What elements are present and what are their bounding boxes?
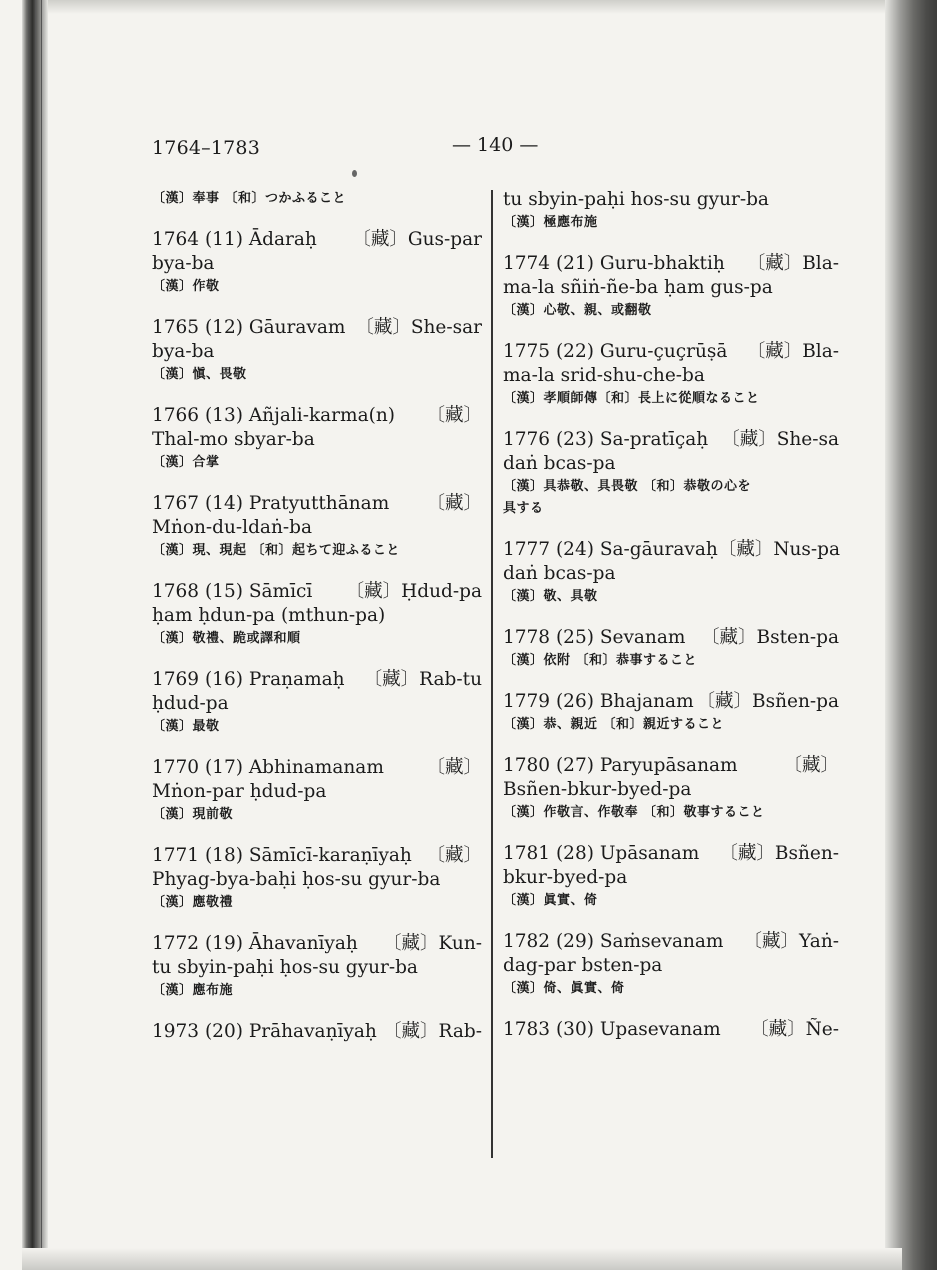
entry-spacer: [152, 826, 482, 844]
translation-line: 〔漢〕恭、親近 〔和〕親近すること: [503, 717, 725, 732]
entry-headword-line: [503, 930, 839, 954]
entry-continuation-line: tu sbyin-paḥi ḥos-su gyur-ba: [152, 957, 418, 978]
translation-line: 〔漢〕眞實、倚: [503, 893, 598, 908]
entry-spacer: [152, 650, 482, 668]
entry-sanskrit-term: 1768 (15) Sāmīcī: [152, 581, 313, 602]
entry-headword-line: [503, 538, 839, 562]
entry-tibetan-term: 〔藏〕: [783, 755, 839, 776]
entry-headword-line: [503, 1018, 839, 1042]
entry-sanskrit-term: 1774 (21) Guru-bhaktiḥ: [503, 253, 725, 274]
entry-tibetan-term: 〔藏〕Gus-par: [352, 229, 482, 250]
entry-continuation-line: Thal-mo sbyar-ba: [152, 429, 315, 450]
entry-tibetan-term: 〔藏〕Ḥdud-pa: [345, 581, 482, 602]
entry-headword-line: [152, 316, 482, 340]
entry-tibetan-term: 〔藏〕: [426, 845, 482, 866]
translation-line: 〔漢〕依附 〔和〕恭事すること: [503, 653, 698, 668]
binding-stripe: [35, 0, 36, 1270]
entry-continuation-line: Phyag-bya-baḥi ḥos-su gyur-ba: [152, 869, 441, 890]
entry-tibetan-term: 〔藏〕Bsñen-pa: [696, 691, 839, 712]
entry-headword-line: [503, 842, 839, 866]
entry-continuation-line: Mṅon-par ḥdud-pa: [152, 781, 327, 802]
translation-line: 〔漢〕敬禮、跪或譯和順: [152, 631, 301, 646]
entry-continuation-line: ma-la sñiṅ-ñe-ba ḥam gus-pa: [503, 277, 773, 298]
entry-headword-line: [152, 1020, 482, 1044]
column-divider: [491, 190, 493, 1158]
entry-headword-line: [503, 754, 839, 778]
entry-continuation-line: bkur-byed-pa: [503, 867, 628, 888]
entry-continuation-line: Bsñen-bkur-byed-pa: [503, 779, 692, 800]
scan-binding-edge-left: [22, 0, 48, 1270]
entry-tibetan-term: 〔藏〕Bsñen-: [719, 843, 839, 864]
binding-stripe: [41, 0, 42, 1270]
translation-line: 〔漢〕極應布施: [503, 215, 598, 230]
entry-continuation-line: ma-la srid-shu-che-ba: [503, 365, 705, 386]
translation-line: 〔漢〕合掌: [152, 455, 220, 470]
entry-sanskrit-term: 1783 (30) Upasevanam: [503, 1019, 721, 1040]
entry-spacer: [503, 608, 839, 626]
entry-spacer: [152, 386, 482, 404]
entry-spacer: [503, 1000, 839, 1018]
ink-speck: [352, 170, 357, 177]
entry-spacer: [503, 520, 839, 538]
entry-sanskrit-term: 1776 (23) Sa-pratīçaḥ: [503, 429, 709, 450]
binding-stripe: [28, 0, 29, 1270]
entry-headword-line: [152, 404, 482, 428]
entry-tibetan-term: 〔藏〕Yaṅ-: [743, 931, 839, 952]
entry-sanskrit-term: 1771 (18) Sāmīcī-karaṇīyaḥ: [152, 845, 412, 866]
entry-tibetan-term: 〔藏〕She-sa: [721, 429, 839, 450]
entry-headword-line: [503, 428, 839, 452]
entry-sanskrit-term: 1770 (17) Abhinamanam: [152, 757, 384, 778]
entry-tibetan-term: 〔藏〕Rab-tu: [363, 669, 482, 690]
translation-line: 〔漢〕心敬、親、或翻敬: [503, 303, 652, 318]
entry-headword-line: [503, 626, 839, 650]
entry-tibetan-term: 〔藏〕: [426, 493, 482, 514]
entry-spacer: [503, 672, 839, 690]
translation-line: 〔漢〕作敬: [152, 279, 220, 294]
translation-line: 〔漢〕具恭敬、具畏敬 〔和〕恭敬の心を: [503, 479, 752, 494]
entry-tibetan-term: 〔藏〕: [426, 757, 482, 778]
entry-spacer: [503, 234, 839, 252]
translation-line: 〔漢〕孝順師傳〔和〕長上に從順なること: [503, 391, 760, 406]
entry-continuation-line: daṅ bcas-pa: [503, 453, 616, 474]
entry-tibetan-term: 〔藏〕: [426, 405, 482, 426]
entry-sanskrit-term: 1769 (16) Praṇamaḥ: [152, 669, 345, 690]
entry-headword-line: [152, 668, 482, 692]
translation-line: 〔漢〕應敬禮: [152, 895, 234, 910]
entry-sanskrit-term: 1764 (11) Ādaraḥ: [152, 229, 317, 250]
translation-line: 〔漢〕愼、畏敬: [152, 367, 247, 382]
entry-headword-line: [152, 932, 482, 956]
entry-sanskrit-term: 1777 (24) Sa-gāuravaḥ: [503, 539, 718, 560]
entry-sanskrit-term: 1973 (20) Prāhavaṇīyaḥ: [152, 1021, 377, 1042]
page-entry-range: 1764–1783: [152, 137, 261, 159]
right-column: [503, 188, 839, 1042]
entry-sanskrit-term: 1778 (25) Sevanam: [503, 627, 686, 648]
entry-spacer: [152, 298, 482, 316]
entry-tibetan-term: 〔藏〕Bla-: [746, 341, 839, 362]
entry-spacer: [152, 1002, 482, 1020]
entry-spacer: [152, 562, 482, 580]
translation-line: 〔漢〕奉事 〔和〕つかふること: [152, 191, 347, 206]
translation-line: 〔漢〕現、現起 〔和〕起ちて迎ふること: [152, 543, 400, 558]
entry-spacer: [152, 210, 482, 228]
entry-headword-line: [503, 690, 839, 714]
entry-sanskrit-term: 1782 (29) Saṁsevanam: [503, 931, 724, 952]
entry-continuation-line: tu sbyin-paḥi hos-su gyur-ba: [503, 189, 769, 210]
entry-continuation-line: dag-par bsten-pa: [503, 955, 663, 976]
entry-spacer: [152, 914, 482, 932]
entry-sanskrit-term: 1765 (12) Gāuravam: [152, 317, 346, 338]
entry-spacer: [503, 824, 839, 842]
entry-continuation-line: Mṅon-du-ldaṅ-ba: [152, 517, 312, 538]
left-column: [152, 188, 482, 1044]
entry-sanskrit-term: 1775 (22) Guru-çuçrūṣā: [503, 341, 728, 362]
entry-tibetan-term: 〔藏〕Rab-: [383, 1021, 482, 1042]
entry-tibetan-term: 〔藏〕Nus-pa: [717, 539, 841, 560]
entry-sanskrit-term: 1780 (27) Paryupāsanam: [503, 755, 738, 776]
entry-continuation-line: ḥdud-pa: [152, 693, 229, 714]
entry-spacer: [503, 410, 839, 428]
entry-spacer: [152, 738, 482, 756]
translation-line: 〔漢〕最敬: [152, 719, 220, 734]
entry-spacer: [503, 736, 839, 754]
entry-headword-line: [152, 492, 482, 516]
entry-headword-line: [152, 228, 482, 252]
translation-line: 具する: [503, 501, 544, 516]
entry-sanskrit-term: 1772 (19) Āhavanīyaḥ: [152, 933, 358, 954]
entry-tibetan-term: 〔藏〕Kun-: [383, 933, 482, 954]
translation-line: 〔漢〕應布施: [152, 983, 234, 998]
entry-continuation-line: daṅ bcas-pa: [503, 563, 616, 584]
entry-spacer: [503, 912, 839, 930]
entry-tibetan-term: 〔藏〕Bsten-pa: [700, 627, 839, 648]
entry-sanskrit-term: 1767 (14) Pratyutthānam: [152, 493, 390, 514]
entry-sanskrit-term: 1781 (28) Upāsanam: [503, 843, 700, 864]
entry-tibetan-term: 〔藏〕Bla-: [746, 253, 839, 274]
translation-line: 〔漢〕敬、具敬: [503, 589, 598, 604]
entry-headword-line: [152, 756, 482, 780]
entry-continuation-line: bya-ba: [152, 341, 215, 362]
entry-spacer: [152, 474, 482, 492]
entry-continuation-line: bya-ba: [152, 253, 215, 274]
scan-shadow-bottom: [22, 1248, 902, 1270]
scan-shadow-right: [885, 0, 937, 1270]
entry-headword-line: [152, 580, 482, 604]
entry-sanskrit-term: 1766 (13) Añjali-karma(n): [152, 405, 395, 426]
translation-line: 〔漢〕倚、眞實、倚: [503, 981, 625, 996]
entry-continuation-line: ḥam ḥdun-pa (mthun-pa): [152, 605, 386, 626]
translation-line: 〔漢〕現前敬: [152, 807, 234, 822]
scan-shadow-top: [40, 0, 900, 14]
page-number: — 140 —: [452, 134, 539, 156]
entry-sanskrit-term: 1779 (26) Bhajanam: [503, 691, 694, 712]
entry-tibetan-term: 〔藏〕Ñe-: [750, 1019, 839, 1040]
translation-line: 〔漢〕作敬言、作敬奉 〔和〕敬事すること: [503, 805, 765, 820]
entry-spacer: [503, 322, 839, 340]
entry-headword-line: [503, 252, 839, 276]
entry-tibetan-term: 〔藏〕She-sar: [355, 317, 482, 338]
entry-headword-line: [152, 844, 482, 868]
entry-headword-line: [503, 340, 839, 364]
